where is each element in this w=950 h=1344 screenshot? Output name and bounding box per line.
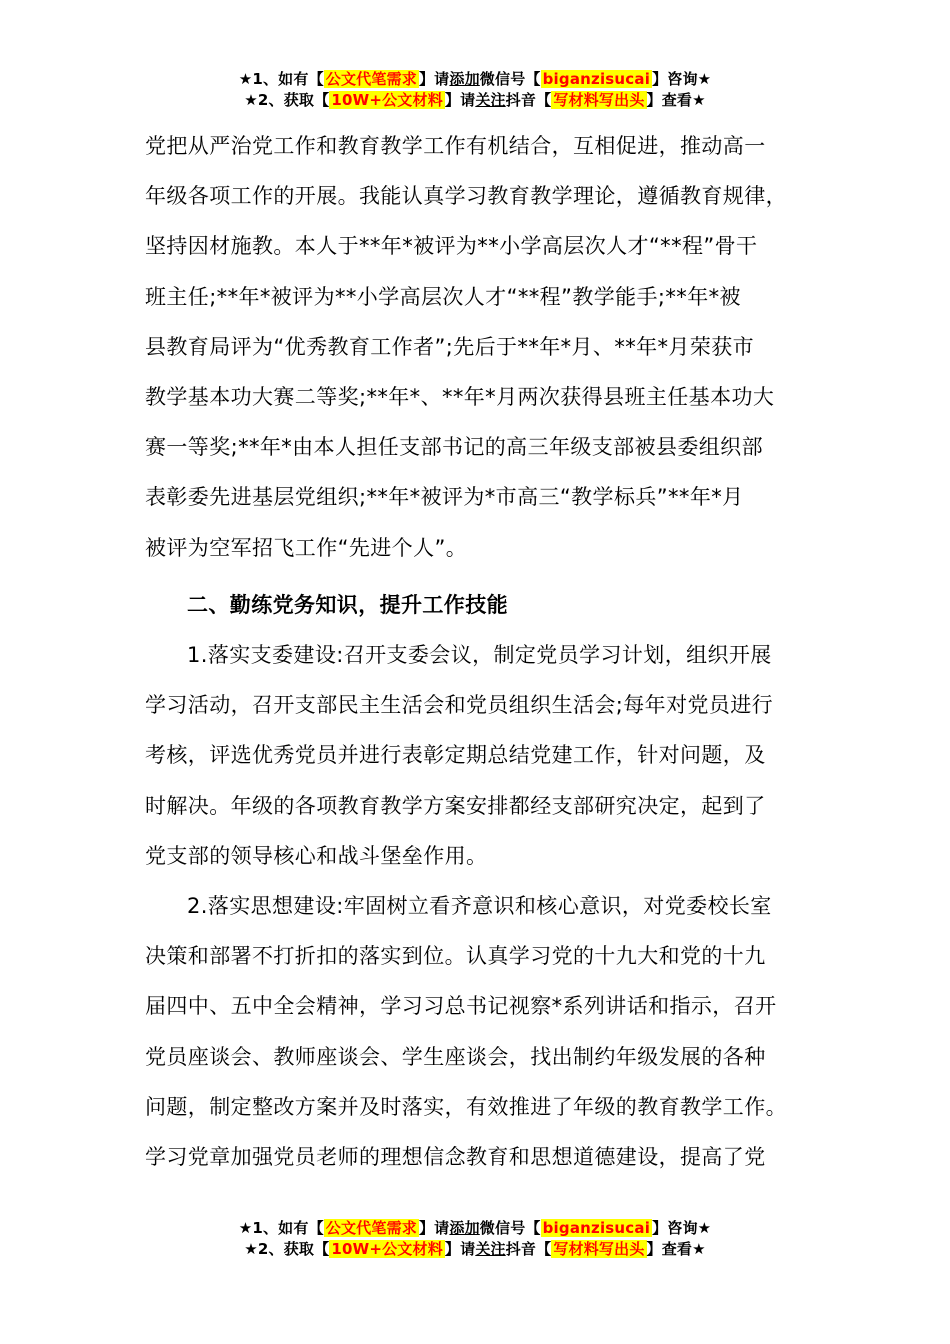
banner-text: 】请 (418, 70, 450, 88)
highlight-douyin-account: 写材料写出头 (553, 1240, 645, 1258)
paragraph-committee-building (145, 630, 817, 881)
banner-text: 抖音【 (505, 91, 552, 109)
section-heading-2 (145, 580, 817, 630)
text-line: 决策和部署不打折扣的落实到位。认真学习党的十九大和党的十九 (145, 944, 766, 969)
banner-line-2 (0, 90, 950, 111)
banner-text: 微信号【 (479, 1219, 541, 1237)
text-line: 考核，评选优秀党员并进行表彰定期总结党建工作，针对问题，及 (145, 743, 766, 768)
banner-underlined-text: 添加 (449, 1219, 480, 1237)
top-banner (0, 69, 950, 111)
banner-text: ★1、如有【 (238, 70, 324, 88)
text-line: 党把从严治党工作和教育教学工作有机结合，互相促进，推动高一 (145, 134, 766, 158)
text-line: 赛一等奖;**年*由本人担任支部书记的高三年级支部被县委组织部 (145, 435, 763, 460)
text-line: 时解决。年级的各项教育教学方案安排都经支部研究决定，起到了 (145, 793, 766, 818)
bottom-banner (0, 1218, 950, 1260)
highlight-wechat-id: biganzisucai (542, 70, 651, 88)
text-line: 表彰委先进基层党组织;**年*被评为*市高三“教学标兵”**年*月 (145, 485, 744, 510)
text-line: 届四中、五中全会精神，学习习总书记视察*系列讲话和指示，召开 (145, 994, 777, 1019)
highlight-service: 公文代笔需求 (325, 70, 417, 88)
banner-underlined-text: 添加 (449, 70, 480, 88)
banner-text: 】请 (444, 91, 476, 109)
document-body (145, 121, 817, 1182)
banner-text: 】查看★ (646, 1240, 706, 1258)
highlight-materials: 10W+公文材料 (331, 1240, 443, 1258)
text-line: 2.落实思想建设:牢固树立看齐意识和核心意识，对党委校长室 (187, 894, 772, 919)
banner-text: 微信号【 (479, 70, 541, 88)
banner-underlined-text: 关注 (475, 1240, 506, 1258)
banner-text: 】查看★ (646, 91, 706, 109)
paragraph-achievements (145, 121, 817, 573)
text-line: 问题，制定整改方案并及时落实，有效推进了年级的教育教学工作。 (145, 1094, 787, 1119)
banner-text: 】请 (444, 1240, 476, 1258)
banner-text: 抖音【 (505, 1240, 552, 1258)
banner-line-1 (0, 1218, 950, 1239)
text-line: 学习活动，召开支部民主生活会和党员组织生活会;每年对党员进行 (145, 693, 774, 718)
banner-text: 】请 (418, 1219, 450, 1237)
text-line: 1.落实支委建设:召开支委会议，制定党员学习计划，组织开展 (187, 643, 772, 668)
text-line: 县教育局评为“优秀教育工作者”;先后于**年*月、**年*月荣获市 (145, 334, 755, 359)
text-line: 坚持因材施教。本人于**年*被评为**小学高层次人才“**程”骨干 (145, 234, 758, 259)
banner-text: 】咨询★ (652, 1219, 712, 1237)
text-line: 年级各项工作的开展。我能认真学习教育教学理论，遵循教育规律， (145, 184, 787, 209)
text-line: 党员座谈会、教师座谈会、学生座谈会，找出制约年级发展的各种 (145, 1044, 766, 1069)
banner-text: 】咨询★ (652, 70, 712, 88)
paragraph-ideological-building (145, 881, 817, 1182)
banner-text: ★2、获取【 (244, 91, 330, 109)
highlight-materials: 10W+公文材料 (331, 91, 443, 109)
banner-text: ★1、如有【 (238, 1219, 324, 1237)
text-line: 教学基本功大赛二等奖;**年*、**年*月两次获得县班主任基本功大 (145, 385, 775, 410)
banner-underlined-text: 关注 (475, 91, 506, 109)
heading-text: 二、勤练党务知识，提升工作技能 (187, 592, 508, 617)
banner-line-2 (0, 1239, 950, 1260)
highlight-douyin-account: 写材料写出头 (553, 91, 645, 109)
highlight-service: 公文代笔需求 (325, 1219, 417, 1237)
banner-text: ★2、获取【 (244, 1240, 330, 1258)
banner-line-1 (0, 69, 950, 90)
text-line: 学习党章加强党员老师的理想信念教育和思想道德建设，提高了党 (145, 1145, 766, 1170)
text-line: 被评为空军招飞工作“先进个人”。 (145, 535, 468, 560)
text-line: 党支部的领导核心和战斗堡垒作用。 (145, 843, 488, 868)
highlight-wechat-id: biganzisucai (542, 1219, 651, 1237)
text-line: 班主任;**年*被评为**小学高层次人才“**程”教学能手;**年*被 (145, 284, 741, 309)
